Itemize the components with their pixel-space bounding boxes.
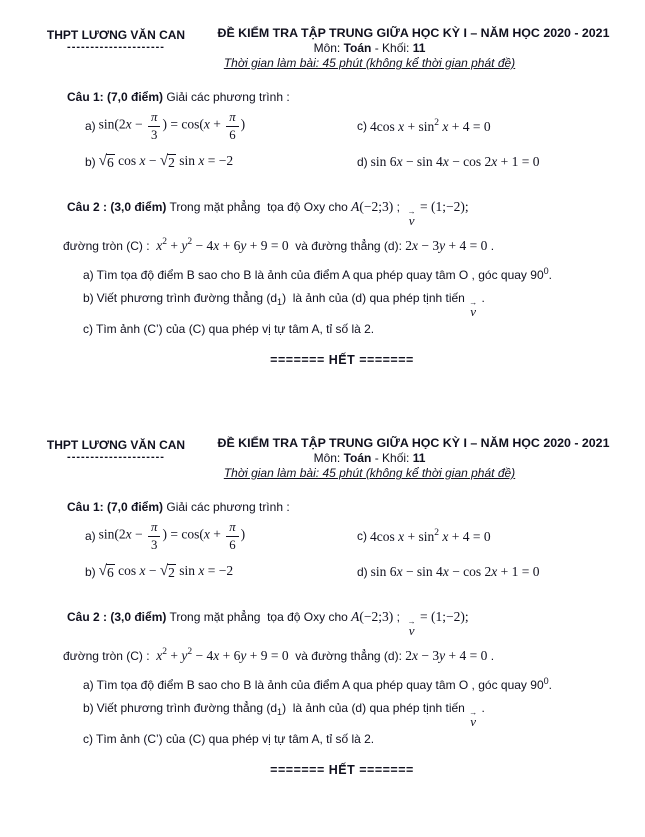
- school-block: [34, 26, 198, 70]
- equation-a-label: a): [85, 119, 96, 133]
- exam-body: [0, 89, 645, 367]
- equation-a-formula: sin(2x − $\frac{\pi}{3}$ ) = cos(x + $\frac{\pi}{6}$ ): [98, 110, 246, 142]
- exam-header: [0, 436, 645, 480]
- duration-line: Thời gian làm bài: 45 phút (không kể thời gian phát đề): [223, 56, 516, 70]
- school-divider: ---------------------: [67, 41, 165, 53]
- subject-value: Toán: [343, 41, 372, 55]
- equation-b: [85, 145, 357, 179]
- grade-value: 11: [412, 41, 426, 55]
- equation-b-label: b): [85, 565, 96, 579]
- exam-copy: [0, 436, 645, 777]
- subject-line: [198, 451, 541, 465]
- subitem-c-label: c): [83, 321, 93, 336]
- title-block: [198, 436, 629, 480]
- question-1-label: Câu 1: (7,0 điểm): [67, 90, 164, 104]
- end-marker: ======= HẾT =======: [270, 353, 414, 367]
- grade-label: - Khối:: [371, 41, 413, 55]
- question-1-intro: Giải các phương trình :: [163, 90, 290, 104]
- equation-b: [85, 555, 357, 589]
- question-2-heading: [67, 198, 627, 227]
- question-1-intro: Giải các phương trình :: [163, 500, 290, 514]
- subject-label: Môn:: [313, 41, 344, 55]
- subject-label: Môn:: [313, 451, 344, 465]
- subitem-b: [83, 697, 627, 728]
- exam-copy: [0, 26, 645, 367]
- question-1-heading: [67, 499, 627, 516]
- subitem-a: [83, 670, 627, 697]
- equation-c-formula: 4cos $x + \sin^2 x + 4 = 0$: [370, 527, 491, 544]
- equation-d-label: d): [357, 565, 368, 579]
- subitem-c-text: Tìm ảnh (C’) của (C) qua phép vị tự tâm A, tỉ số là 2.: [96, 731, 375, 746]
- equation-d-formula: sin 6x − sin 4x − cos 2x + 1 = 0: [370, 564, 540, 579]
- subject-value: Toán: [343, 451, 372, 465]
- subitem-c-text: Tìm ảnh (C’) của (C) qua phép vị tự tâm A, tỉ số là 2.: [96, 321, 375, 336]
- equation-c: [357, 109, 627, 143]
- school-name: THPT LƯƠNG VĂN CAN: [46, 28, 186, 42]
- equation-b-label: b): [85, 155, 96, 169]
- school-name: THPT LƯƠNG VĂN CAN: [46, 438, 186, 452]
- equation-c-label: c): [357, 119, 367, 133]
- subitem-b-label: b): [83, 290, 94, 305]
- subitem-a-label: a): [83, 678, 94, 692]
- equation-a-label: a): [85, 529, 96, 543]
- subitem-b-label: b): [83, 700, 94, 715]
- subitem-b: [83, 287, 627, 318]
- equation-c-formula: 4cos $x + \sin^2 x + 4 = 0$: [370, 117, 491, 134]
- equation-b-formula: √ 6 cos x − √ 2 sin x = −2: [98, 152, 234, 170]
- equation-c: [357, 519, 627, 553]
- question-2-intro: Trong mặt phẳng tọa độ Oxy cho A(−2;3) ; → v = (1;−2);: [166, 199, 469, 228]
- duration-line: Thời gian làm bài: 45 phút (không kể thời gian phát đề): [223, 466, 516, 480]
- subitem-a-text: Tìm tọa độ điểm B sao cho B là ảnh của điểm A qua phép quay tâm O , góc quay $90^0$.: [96, 266, 552, 282]
- question-2-line2: đường tròn (C) : $x^2 + y^2 - 4x + 6y + 9 = 0$ và đường thẳng (d): 2x − 3y + 4 = 0 .: [63, 237, 495, 253]
- grade-value: 11: [412, 451, 426, 465]
- question-2-label: Câu 2 : (3,0 điểm): [67, 610, 167, 624]
- question-2-subitems: [83, 260, 627, 340]
- question-1-heading: [67, 89, 627, 106]
- question-2-intro: Trong mặt phẳng tọa độ Oxy cho A(−2;3) ; → v = (1;−2);: [166, 609, 469, 638]
- question-1-equations: [35, 109, 627, 179]
- equation-d-label: d): [357, 155, 368, 169]
- subitem-a-text: Tìm tọa độ điểm B sao cho B là ảnh của điểm A qua phép quay tâm O , góc quay $90^0$.: [96, 676, 552, 692]
- title-block: [198, 26, 629, 70]
- subitem-b-text: Viết phương trình đường thẳng $(d_1)$ là ảnh của (d) qua phép tịnh tiến → v .: [96, 700, 485, 729]
- subitem-a-label: a): [83, 268, 94, 282]
- equation-b-formula: √ 6 cos x − √ 2 sin x = −2: [98, 562, 234, 580]
- end-marker: ======= HẾT =======: [270, 763, 414, 777]
- exam-body: [0, 499, 645, 777]
- school-divider: ---------------------: [67, 451, 165, 463]
- equation-a: [85, 109, 357, 143]
- school-block: [34, 436, 198, 480]
- equation-d-formula: sin 6x − sin 4x − cos 2x + 1 = 0: [370, 154, 540, 169]
- exam-header: [0, 26, 645, 70]
- grade-label: - Khối:: [371, 451, 413, 465]
- exam-title: ĐỀ KIỂM TRA TẬP TRUNG GIỮA HỌC KỲ I – NĂM HỌC 2020 - 2021: [217, 26, 610, 40]
- subject-line: [198, 41, 541, 55]
- equation-a-formula: sin(2x − $\frac{\pi}{3}$ ) = cos(x + $\frac{\pi}{6}$ ): [98, 520, 246, 552]
- subitem-c: [83, 728, 627, 751]
- question-1-equations: [35, 519, 627, 589]
- equation-a: [85, 519, 357, 553]
- question-2-heading: [67, 608, 627, 637]
- equation-d: [357, 145, 627, 179]
- equation-d: [357, 555, 627, 589]
- question-2-line2: đường tròn (C) : $x^2 + y^2 - 4x + 6y + 9 = 0$ và đường thẳng (d): 2x − 3y + 4 = 0 .: [63, 647, 495, 663]
- subitem-a: [83, 260, 627, 287]
- equation-c-label: c): [357, 529, 367, 543]
- question-2-label: Câu 2 : (3,0 điểm): [67, 200, 167, 214]
- question-2-subitems: [83, 670, 627, 750]
- subitem-c-label: c): [83, 731, 93, 746]
- exam-title: ĐỀ KIỂM TRA TẬP TRUNG GIỮA HỌC KỲ I – NĂM HỌC 2020 - 2021: [217, 436, 610, 450]
- subitem-b-text: Viết phương trình đường thẳng $(d_1)$ là ảnh của (d) qua phép tịnh tiến → v .: [96, 290, 485, 319]
- subitem-c: [83, 318, 627, 341]
- question-1-label: Câu 1: (7,0 điểm): [67, 500, 164, 514]
